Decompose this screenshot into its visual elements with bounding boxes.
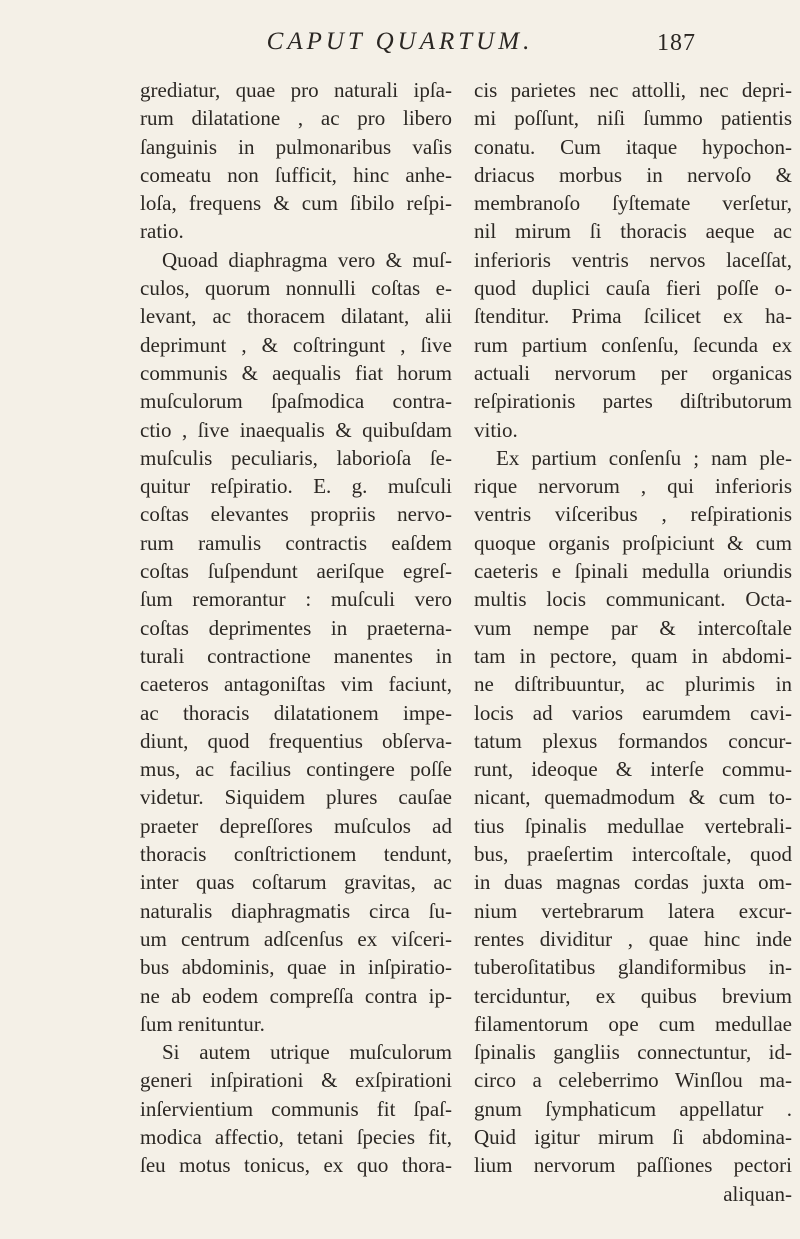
text-line: ſum renituntur. bbox=[140, 1011, 265, 1036]
text-line: nicant, quemadmodum & cum to- bbox=[474, 785, 792, 810]
text-line: praeter depreſſores muſculos ad bbox=[140, 813, 452, 838]
text-line: turali contractione manentes in bbox=[140, 643, 452, 668]
text-line: reſpirationis partes diſtributorum bbox=[474, 389, 792, 414]
text-line: ne ab eodem compreſſa contra ip- bbox=[140, 983, 452, 1008]
text-line: locis ad varios earumdem cavi- bbox=[474, 700, 792, 725]
text-line: mi poſſunt, niſi ſummo patientis bbox=[474, 106, 792, 131]
text-line: coſtas ſuſpendunt aeriſque egreſ- bbox=[140, 559, 452, 584]
text-line: ſeu motus tonicus, ex quo thora- bbox=[140, 1153, 452, 1178]
text-line: ſpinalis gangliis connectuntur, id- bbox=[474, 1040, 792, 1065]
text-line: loſa, frequens & cum ſibilo reſpi- bbox=[140, 191, 452, 216]
text-line: muſculorum ſpaſmodica contra- bbox=[140, 389, 452, 414]
text-line: vum nempe par & intercoſtale bbox=[474, 615, 792, 640]
right-text-column bbox=[474, 76, 792, 1208]
text-line: ac thoracis dilatationem impe- bbox=[140, 700, 452, 725]
running-title: CAPUT QUARTUM. bbox=[266, 28, 534, 55]
text-line: quitur reſpiratio. E. g. muſculi bbox=[140, 474, 452, 499]
text-line: runt, ideoque & interſe commu- bbox=[474, 757, 792, 782]
text-line: modica affectio, tetani ſpecies fit, bbox=[140, 1124, 452, 1149]
text-line: rum partium conſenſu, ſecunda ex bbox=[474, 332, 792, 357]
text-line: ratio. bbox=[140, 219, 184, 244]
text-line: in duas magnas cordas juxta om- bbox=[474, 870, 792, 895]
text-line: muſculis peculiaris, laborioſa ſe- bbox=[140, 445, 452, 470]
text-line: quoque organis proſpiciunt & cum bbox=[474, 530, 792, 555]
text-line: coſtas elevantes propriis nervo- bbox=[140, 502, 452, 527]
text-line: tam in pectore, quam in abdomi- bbox=[474, 643, 792, 668]
text-line: driacus morbus in nervoſo & bbox=[474, 162, 792, 187]
text-line: mus, ac facilius contingere poſſe bbox=[140, 757, 452, 782]
text-line: coſtas deprimentes in praeterna- bbox=[140, 615, 452, 640]
text-line: multis locis communicant. Octa- bbox=[474, 587, 792, 612]
text-line: gnum ſymphaticum appellatur . bbox=[474, 1096, 792, 1121]
text-line: caeteros antagoniſtas vim faciunt, bbox=[140, 672, 452, 697]
text-line: vitio. bbox=[474, 417, 518, 442]
text-line: ne diſtribuuntur, ac plurimis in bbox=[474, 672, 792, 697]
text-line: bus, praeſertim intercoſtale, quod bbox=[474, 842, 792, 867]
text-line: communis & aequalis fiat horum bbox=[140, 360, 452, 385]
text-line: ventris viſceribus , reſpirationis bbox=[474, 502, 792, 527]
text-line: thoracis conſtrictionem tendunt, bbox=[140, 842, 452, 867]
text-line: rum ramulis contractis eaſdem bbox=[140, 530, 452, 555]
text-line: membranoſo ſyſtemate verſetur, bbox=[474, 191, 792, 216]
text-line: terciduntur, ex quibus brevium bbox=[474, 983, 792, 1008]
text-line: caeteris e ſpinali medulla oriundis bbox=[474, 559, 792, 584]
text-line: cis parietes nec attolli, nec depri- bbox=[474, 78, 792, 102]
text-line: ſtenditur. Prima ſcilicet ex ha- bbox=[474, 304, 792, 329]
text-line: nium vertebrarum latera excur- bbox=[474, 898, 792, 923]
text-line: Si autem utrique muſculorum bbox=[162, 1040, 452, 1065]
text-line: nil mirum ſi thoracis aeque ac bbox=[474, 219, 792, 244]
text-line: quod duplici cauſa fieri poſſe o- bbox=[474, 276, 792, 301]
text-line: actuali nervorum per organicas bbox=[474, 360, 792, 385]
text-line: ſum remorantur : muſculi vero bbox=[140, 587, 452, 612]
text-line: tatum plexus formandos concur- bbox=[474, 728, 792, 753]
text-line: um centrum adſcenſus ex viſceri- bbox=[140, 926, 452, 951]
text-line: deprimunt , & coſtringunt , ſive bbox=[140, 332, 452, 357]
text-line: circo a celeberrimo Winſlou ma- bbox=[474, 1068, 792, 1093]
text-line: lium nervorum paſſiones pectori bbox=[474, 1153, 792, 1178]
text-line: culos, quorum nonnulli coſtas e- bbox=[140, 276, 452, 301]
text-line: tuberoſitatibus glandiformibus in- bbox=[474, 955, 792, 980]
text-line: naturalis diaphragmatis circa ſu- bbox=[140, 898, 452, 923]
text-line: Ex partium conſenſu ; nam ple- bbox=[496, 445, 792, 470]
text-line: rum dilatatione , ac pro libero bbox=[140, 106, 452, 131]
text-line: filamentorum ope cum medullae bbox=[474, 1011, 792, 1036]
text-line: bus abdominis, quae in inſpiratio- bbox=[140, 955, 452, 980]
text-line: rentes dividitur , quae hinc inde bbox=[474, 926, 792, 951]
text-line: comeatu non ſufficit, hinc anhe- bbox=[140, 162, 452, 187]
text-line: conatu. Cum itaque hypochon- bbox=[474, 134, 792, 159]
text-line: diunt, quod frequentius obſerva- bbox=[140, 728, 452, 753]
text-line: tius ſpinalis medullae vertebrali- bbox=[474, 813, 792, 838]
text-line: inſervientium communis fit ſpaſ- bbox=[140, 1096, 452, 1121]
text-line: levant, ac thoracem dilatant, alii bbox=[140, 304, 452, 329]
page-number: 187 bbox=[657, 30, 696, 56]
text-line: videtur. Siquidem plures cauſae bbox=[140, 785, 452, 810]
text-line: aliquan- bbox=[723, 1181, 792, 1206]
text-line: ſanguinis in pulmonaribus vaſis bbox=[140, 134, 452, 159]
text-line: inferioris ventris nervos laceſſat, bbox=[474, 247, 792, 272]
text-line: inter quas coſtarum gravitas, ac bbox=[140, 870, 452, 895]
left-text-column bbox=[140, 76, 452, 1180]
text-line: rique nervorum , qui inferioris bbox=[474, 474, 792, 499]
text-line: ctio , ſive inaequalis & quibuſdam bbox=[140, 417, 452, 442]
text-line: generi inſpirationi & exſpirationi bbox=[140, 1068, 452, 1093]
text-line: grediatur, quae pro naturali ipſa- bbox=[140, 78, 452, 102]
text-line: Quid igitur mirum ſi abdomina- bbox=[474, 1124, 792, 1149]
text-line: Quoad diaphragma vero & muſ- bbox=[162, 247, 452, 272]
